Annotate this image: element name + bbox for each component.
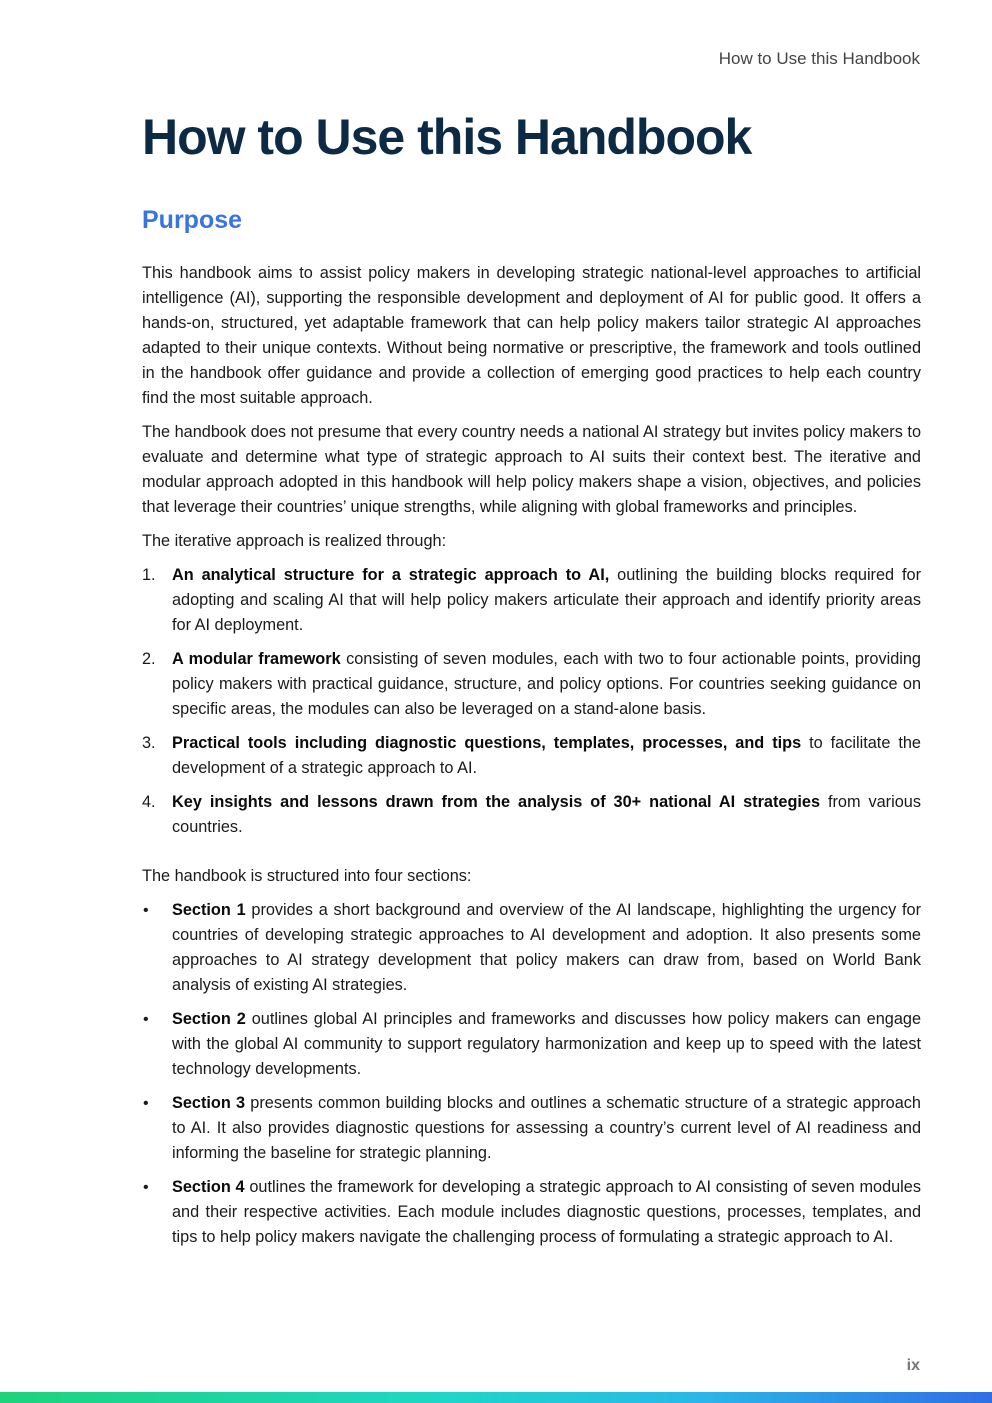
section-item-text: outlines the framework for developing a strategic approach to AI consisting of seven modules and their respective activities. Each module includes diagnostic questions, processes, templates, and tips to help policy makers navigate the challenging process of formulating a strategic approach to AI.	[172, 1178, 921, 1246]
section-item	[142, 898, 921, 998]
approach-item-bold: A modular framework	[172, 650, 341, 668]
approach-item	[142, 790, 921, 840]
approach-item-text: outlining the building blocks required for adopting and scaling AI that will help policy makers articulate their approach and identify priority areas for AI deployment.	[172, 566, 921, 634]
paragraph: The handbook does not presume that every country needs a national AI strategy but invites policy makers to evaluate and determine what type of strategic approach to AI suits their context best. The iterative and modular approach adopted in this handbook will help policy makers shape a vision, objectives, and policies that leverage their countries’ unique strengths, while aligning with global frameworks and principles.	[142, 423, 921, 516]
list-number: 1.	[142, 566, 156, 584]
bullet-icon: •	[143, 902, 149, 919]
paragraph: The iterative approach is realized through:	[142, 532, 447, 550]
approach-item-text: to facilitate the development of a strategic approach to AI.	[172, 734, 921, 777]
list-number: 4.	[142, 793, 156, 811]
approach-list	[142, 563, 921, 840]
spacer	[142, 849, 921, 864]
main-content	[142, 206, 921, 1259]
bullet-icon: •	[143, 1095, 149, 1112]
section-item-bold: Section 2	[172, 1010, 246, 1028]
bullet-icon: •	[143, 1179, 149, 1196]
section-item-text: outlines global AI principles and frameworks and discusses how policy makers can engage with the global AI community to support regulatory harmonization and keep up to speed with the latest technology developments.	[172, 1010, 922, 1078]
page-title: How to Use this Handbook	[142, 109, 752, 165]
section-item-bold: Section 1	[172, 901, 246, 919]
bullet-icon: •	[143, 1011, 149, 1028]
approach-item	[142, 731, 921, 781]
section-item-text: presents common building blocks and outlines a schematic structure of a strategic approach to AI. It also provides diagnostic questions for assessing a country’s current level of AI readiness and informing the baseline for strategic planning.	[172, 1094, 921, 1162]
page-number: ix	[906, 1357, 920, 1374]
approach-item	[142, 647, 921, 722]
approach-item-text: consisting of seven modules, each with two to four actionable points, providing policy makers with practical guidance, structure, and policy options. For countries seeking guidance on specific areas, the modules can also be leveraged on a stand-alone basis.	[172, 650, 921, 718]
approach-item-text: from various countries.	[172, 793, 921, 836]
paragraph: This handbook aims to assist policy makers in developing strategic national-level approaches to artificial intelligence (AI), supporting the responsible development and deployment of AI for public good. It offers a hands-on, structured, yet adaptable framework that can help policy makers tailor strategic AI approaches adapted to their unique contexts. Without being normative or prescriptive, the framework and tools outlined in the handbook offer guidance and provide a collection of emerging good practices to help each country find the most suitable approach.	[142, 264, 921, 407]
list-number: 3.	[142, 734, 156, 752]
approach-item-bold: Practical tools including diagnostic questions, templates, processes, and tips	[172, 734, 802, 752]
section-item-text: provides a short background and overview of the AI landscape, highlighting the urgency for countries of developing strategic approaches to AI development and adoption. It also presents some approaches to AI strategy development that policy makers can draw from, based on World Bank analysis of existing AI strategies.	[172, 901, 921, 994]
approach-item-bold: An analytical structure for a strategic approach to AI,	[172, 566, 610, 584]
list-number: 2.	[142, 650, 156, 668]
paragraph-structure-intro: The handbook is structured into four sections:	[142, 867, 472, 885]
section-item-bold: Section 4	[172, 1178, 245, 1196]
running-header: How to Use this Handbook	[718, 49, 920, 68]
approach-item	[142, 563, 921, 638]
section-list	[142, 898, 921, 1250]
section-heading-purpose: Purpose	[142, 206, 243, 234]
section-item	[142, 1007, 921, 1082]
section-item-bold: Section 3	[172, 1094, 246, 1112]
section-item	[142, 1091, 921, 1166]
footer-gradient-bar	[0, 1392, 992, 1403]
section-item	[142, 1175, 921, 1250]
approach-item-bold: Key insights and lessons drawn from the analysis of 30+ national AI strategies	[172, 793, 821, 811]
